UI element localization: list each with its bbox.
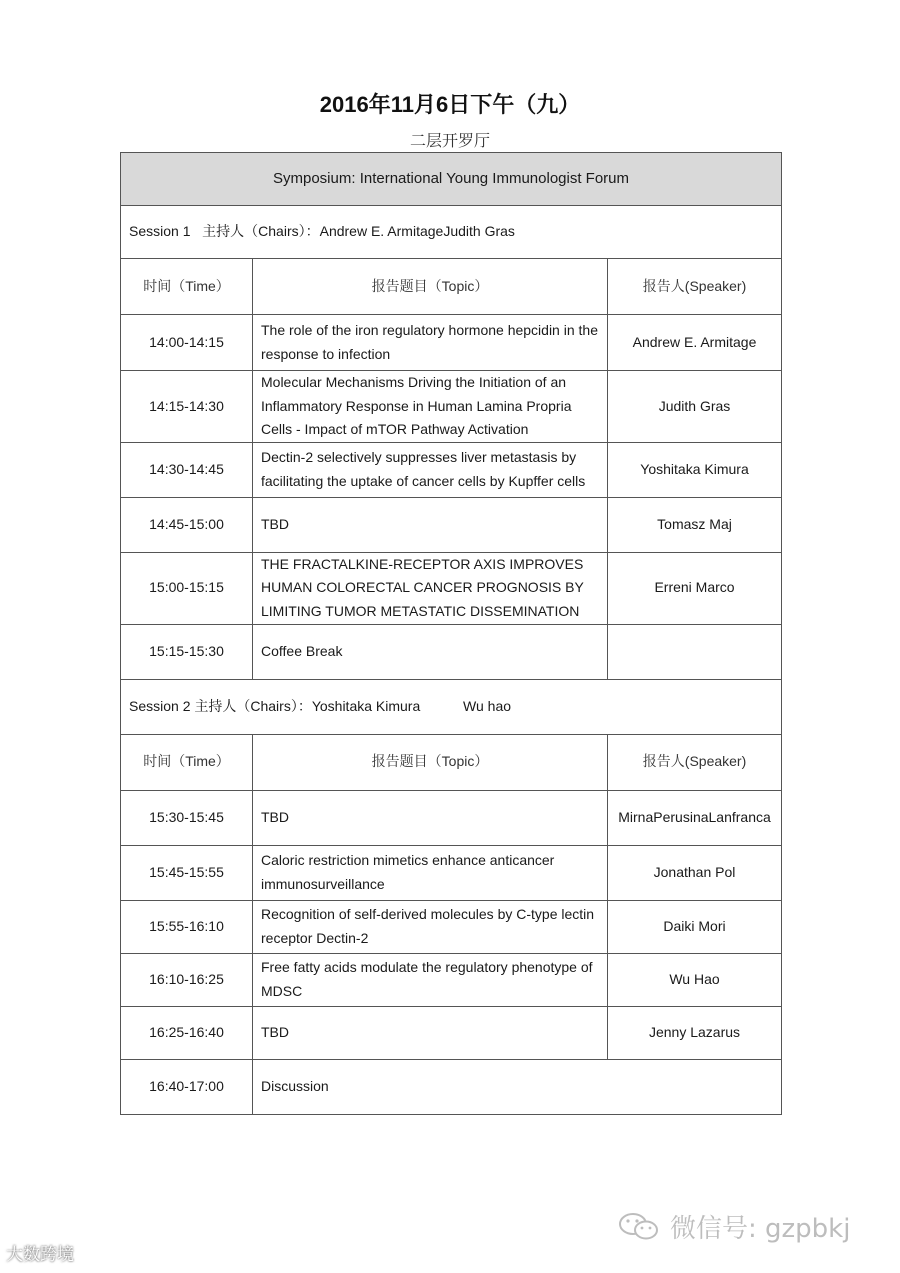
session-1-row [121, 206, 782, 259]
time-cell: 16:25-16:40 [121, 1006, 253, 1059]
time-cell: 15:45-15:55 [121, 845, 253, 900]
topic-cell: TBD [253, 790, 608, 845]
time-cell: 15:00-15:15 [121, 552, 253, 624]
time-cell: 15:15-15:30 [121, 624, 253, 679]
topic-cell: The role of the iron regulatory hormone hepcidin in the response to infection [253, 315, 608, 371]
speaker-cell: Wu Hao [608, 953, 782, 1006]
topic-cell: Coffee Break [253, 624, 608, 679]
time-header: 时间（Time） [121, 259, 253, 315]
speaker-header: 报告人(Speaker) [608, 734, 782, 790]
table-row [121, 442, 782, 497]
table-row [121, 953, 782, 1006]
table-row [121, 1059, 782, 1114]
topic-cell: Free fatty acids modulate the regulatory phenotype of MDSC [253, 953, 608, 1006]
page-title: 2016年11月6日下午（九） [319, 92, 581, 117]
wechat-watermark: 微信号: gzpbkj [670, 1214, 851, 1244]
topic-cell: Discussion [253, 1059, 782, 1114]
column-header-row [121, 734, 782, 790]
table-row [121, 552, 782, 624]
session-2-label: Session 2 主持人（Chairs）：Yoshitaka Kimura Wu hao [121, 679, 782, 734]
time-cell: 14:15-14:30 [121, 371, 253, 443]
table-row [121, 790, 782, 845]
speaker-cell: Jenny Lazarus [608, 1006, 782, 1059]
table-row [121, 497, 782, 552]
symposium-title: Symposium: International Young Immunologist Forum [121, 153, 782, 206]
topic-cell: Molecular Mechanisms Driving the Initiation of an Inflammatory Response in Human Lamina Propria Cells - Impact of mTOR Pathway Activation [253, 371, 608, 443]
time-cell: 16:10-16:25 [121, 953, 253, 1006]
session-1-label: Session 1 主持人（Chairs）：Andrew E. ArmitageJudith Gras [121, 206, 782, 259]
topic-header: 报告题目（Topic） [253, 259, 608, 315]
speaker-cell: Andrew E. Armitage [608, 315, 782, 371]
symposium-row [121, 153, 782, 206]
speaker-cell: MirnaPerusinaLanfranca [608, 790, 782, 845]
speaker-cell: Daiki Mori [608, 900, 782, 953]
corner-watermark: 大数跨境 [6, 1245, 74, 1265]
topic-cell: Dectin-2 selectively suppresses liver metastasis by facilitating the uptake of cancer cells by Kupffer cells [253, 442, 608, 497]
session-2-row [121, 679, 782, 734]
time-cell: 15:55-16:10 [121, 900, 253, 953]
speaker-cell: Jonathan Pol [608, 845, 782, 900]
time-cell: 15:30-15:45 [121, 790, 253, 845]
speaker-cell: Tomasz Maj [608, 497, 782, 552]
topic-cell: TBD [253, 497, 608, 552]
table-row [121, 1006, 782, 1059]
topic-header: 报告题目（Topic） [253, 734, 608, 790]
time-cell: 14:30-14:45 [121, 442, 253, 497]
table-row [121, 900, 782, 953]
speaker-cell [608, 624, 782, 679]
topic-cell: Caloric restriction mimetics enhance anticancer immunosurveillance [253, 845, 608, 900]
table-row [121, 371, 782, 443]
speaker-cell: Erreni Marco [608, 552, 782, 624]
topic-cell: TBD [253, 1006, 608, 1059]
table-row [121, 845, 782, 900]
speaker-header: 报告人(Speaker) [608, 259, 782, 315]
topic-cell: Recognition of self-derived molecules by C-type lectin receptor Dectin-2 [253, 900, 608, 953]
table-row [121, 624, 782, 679]
speaker-cell: Judith Gras [608, 371, 782, 443]
venue: 二层开罗厅 [409, 133, 490, 150]
time-cell: 14:00-14:15 [121, 315, 253, 371]
topic-cell: THE FRACTALKINE-RECEPTOR AXIS IMPROVES HUMAN COLORECTAL CANCER PROGNOSIS BY LIMITING TUMOR METASTATIC DISSEMINATION [253, 552, 608, 624]
time-header: 时间（Time） [121, 734, 253, 790]
column-header-row [121, 259, 782, 315]
table-row [121, 315, 782, 371]
time-cell: 16:40-17:00 [121, 1059, 253, 1114]
schedule-table [120, 152, 782, 1115]
time-cell: 14:45-15:00 [121, 497, 253, 552]
wechat-logo-icon [618, 1212, 662, 1242]
speaker-cell: Yoshitaka Kimura [608, 442, 782, 497]
